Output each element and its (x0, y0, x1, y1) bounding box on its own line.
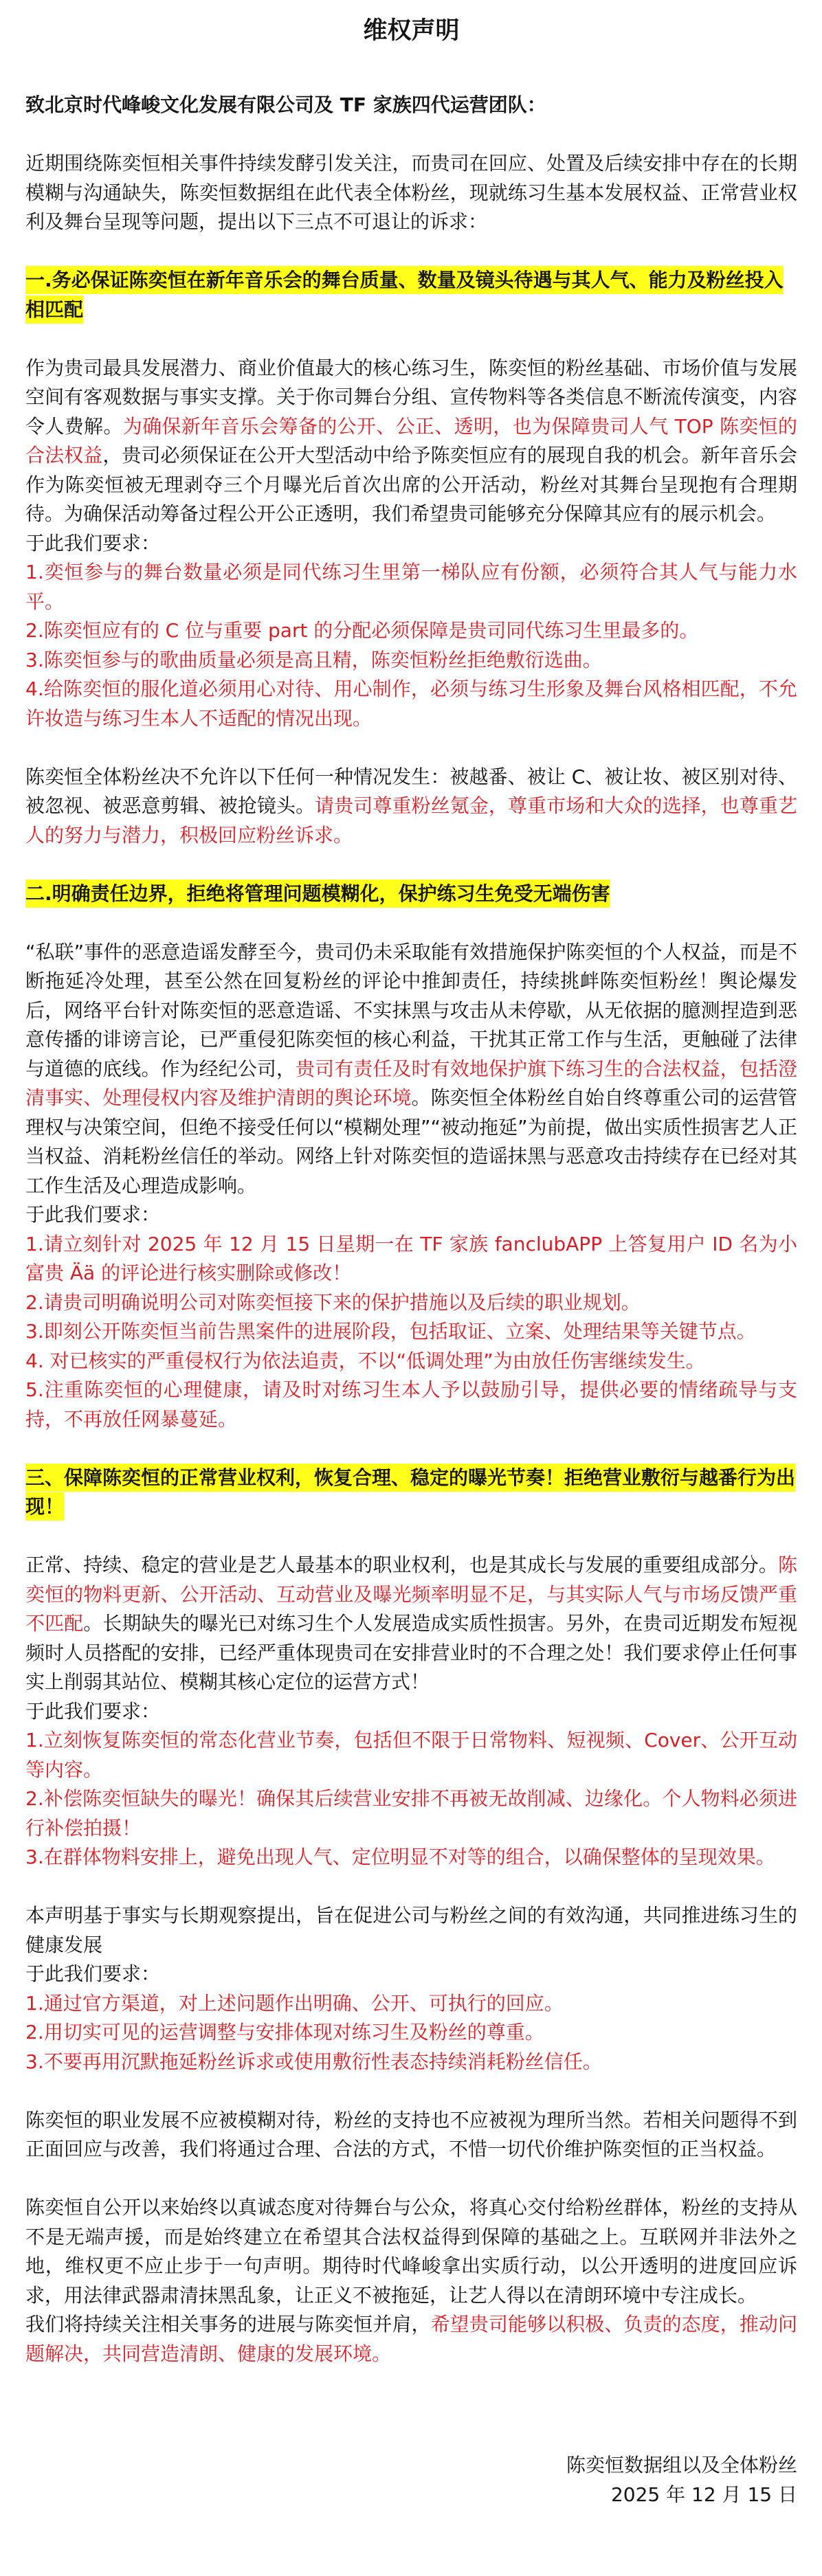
body-text: 本声明基于事实与长期观察提出，旨在促进公司与粉丝之间的有效沟通，共同推进练习生的健康发展 (25, 1904, 797, 1956)
paragraph (25, 354, 797, 529)
demand-item: 1.立刻恢复陈奕恒的常态化营业节奏，包括但不限于日常物料、短视频、Cover、公开互动等内容。 (25, 1729, 797, 1781)
emphasis-text: 陈奕恒的物料更新、公开活动、互动营业及曝光频率明显不足，与其实际人气与市场反馈严重不匹配 (25, 1554, 797, 1635)
demand-item: 3.不要再用沉默拖延粉丝诉求或使用敷衍性表态持续消耗粉丝信任。 (25, 2050, 602, 2073)
paragraph (25, 2106, 797, 2164)
paragraph (25, 149, 797, 237)
paragraph (25, 938, 797, 1201)
demands-intro: 于此我们要求： (25, 1699, 161, 1723)
addressee-line: 致北京时代峰峻文化发展有限公司及 TF 家族四代运营团队： (25, 93, 546, 116)
demand-list (25, 1989, 797, 2077)
emphasis-text: 为确保新年音乐会筹备的公开、公正、透明，也为保障贵司人气 TOP 陈奕恒的合法权益 (25, 414, 797, 467)
demand-list (25, 1230, 797, 1435)
demand-item: 1.请立刻针对 2025 年 12 月 15 日星期一在 TF 家族 fanclubAPP 上答复用户 ID 名为小富贵 Ää 的评论进行核实删除或修改！ (25, 1232, 797, 1284)
demand-item: 4. 对已核实的严重侵权行为依法追责，不以“低调处理”为由放任伤害继续发生。 (25, 1349, 705, 1372)
demands-intro: 于此我们要求： (25, 1962, 161, 1985)
demand-item: 2.请贵司明确说明公司对陈奕恒接下来的保护措施以及后续的职业规划。 (25, 1290, 641, 1314)
highlighted-heading-text: 三、保障陈奕恒的正常营业权利，恢复合理、稳定的曝光节奏！拒绝营业敷衍与越番行为出现！ (25, 1464, 795, 1521)
demands-intro: 于此我们要求： (25, 1203, 161, 1226)
demands-intro: 于此我们要求： (25, 531, 161, 555)
body-text: “私联”事件的恶意造谣发酵至今，贵司仍未采取能有效措施保护陈奕恒的个人权益，而是不断拖延冷处理，甚至公然在回复粉丝的评论中推卸责任，持续挑衅陈奕恒粉丝！舆论爆发后，网络平台针对陈奕恒的恶意造谣、不实抹黑与攻击从未停歇，从无依据的臆测捏造到恶意传播的诽谤言论，已严重侵犯陈奕恒的核心利益，干扰其正常工作与生活，更触碰了法律与道德的底线。作为经纪公司， (25, 940, 797, 1080)
section-heading (25, 266, 797, 324)
demand-item: 2.陈奕恒应有的 C 位与重要 part 的分配必须保障是贵司同代练习生里最多的。 (25, 619, 699, 642)
section-heading (25, 1464, 797, 1522)
demand-list (25, 558, 797, 733)
body-text: 。陈奕恒全体粉丝自始自终尊重公司的运营管理权与决策空间，但绝不接受任何以“模糊处理”“被动拖延”为前提，做出实质性损害艺人正当权益、消耗粉丝信任的举动。网络上针对陈奕恒的造谣抹黑与恶意攻击持续存在已经对其工作生活及心理造成影响。 (25, 1086, 797, 1197)
body-text: 陈奕恒自公开以来始终以真诚态度对待舞台与公众，将真心交付给粉丝群体，粉丝的支持从不是无端声援，而是始终建立在希望其合法权益得到保障的基础之上。互联网并非法外之地，维权更不应止步于一句声明。期待时代峰峻拿出实质行动，以公开透明的进度回应诉求，用法律武器肃清抹黑乱象，让正义不被拖延，让艺人得以在清朗环境中专注成长。 (25, 2196, 797, 2307)
section-heading (25, 880, 797, 909)
paragraph (25, 2193, 797, 2310)
demand-list (25, 1726, 797, 1872)
body-text: ，贵司必须保证在公开大型活动中给予陈奕恒应有的展现自我的机会。新年音乐会作为陈奕恒被无理剥夺三个月曝光后首次出席的公开活动，粉丝对其舞台呈现抱有合理期待。为确保活动筹备过程公开公正透明，我们希望贵司能够充分保障其应有的展示机会。 (25, 444, 797, 525)
body-text: 近期围绕陈奕恒相关事件持续发酵引发关注，而贵司在回应、处置及后续安排中存在的长期模糊与沟通缺失，陈奕恒数据组在此代表全体粉丝，现就练习生基本发展权益、正常营业权利及舞台呈现等问题，提出以下三点不可退让的诉求： (25, 152, 797, 233)
paragraph (25, 2310, 797, 2368)
paragraph (25, 1901, 797, 1960)
paragraph (25, 1551, 797, 1697)
signature-block (25, 2451, 797, 2509)
demand-item: 1.奕恒参与的舞台数量必须是同代练习生里第一梯队应有份额，必须符合其人气与能力水平。 (25, 561, 797, 613)
demand-item: 3.陈奕恒参与的歌曲质量必须是高且精，陈奕恒粉丝拒绝敷衍选曲。 (25, 648, 602, 671)
body-text: 作为贵司最具发展潜力、商业价值最大的核心练习生，陈奕恒的粉丝基础、市场价值与发展空间有客观数据与事实支撑。关于你司舞台分组、宣传物料等各类信息不断流传演变，内容令人费解。 (25, 356, 797, 438)
demand-item: 3.在群体物料安排上，避免出现人气、定位明显不对等的组合，以确保整体的呈现效果。 (25, 1846, 775, 1868)
signer-name: 陈奕恒数据组以及全体粉丝 (566, 2454, 797, 2476)
demand-item: 2.用切实可见的运营调整与安排体现对练习生及粉丝的尊重。 (25, 2021, 544, 2043)
demand-item: 3.即刻公开陈奕恒当前告黑案件的进展阶段，包括取证、立案、处理结果等关键节点。 (25, 1320, 756, 1343)
highlighted-heading-text: 一.务必保证陈奕恒在新年音乐会的舞台质量、数量及镜头待遇与其人气、能力及粉丝投入相匹配 (25, 266, 784, 324)
emphasis-text: 希望贵司能够以积极、负责的态度，推动问题解决，共同营造清朗、健康的发展环境。 (25, 2313, 797, 2365)
body-text: 。长期缺失的曝光已对练习生个人发展造成实质性损害。另外，在贵司近期发布短视频时人员搭配的安排，已经严重体现贵司在安排营业时的不合理之处！我们要求停止任何事实上削弱其站位、模糊其核心定位的运营方式！ (25, 1612, 797, 1693)
signature-date: 2025 年 12 月 15 日 (610, 2483, 797, 2506)
body-text: 我们将持续关注相关事务的进展与陈奕恒并肩， (25, 2313, 431, 2336)
page-title: 维权声明 (363, 17, 460, 45)
highlighted-heading-text: 二.明确责任边界，拒绝将管理问题模糊化，保护练习生免受无端伤害 (25, 880, 610, 908)
body-text: 正常、持续、稳定的营业是艺人最基本的职业权利，也是其成长与发展的重要组成部分。 (25, 1554, 778, 1576)
demand-item: 2.补偿陈奕恒缺失的曝光！确保其后续营业安排不再被无故削减、边缘化。个人物料必须进行补偿拍摄！ (25, 1787, 797, 1839)
paragraph (25, 763, 797, 851)
demand-item: 5.注重陈奕恒的心理健康，请及时对练习生本人予以鼓励引导，提供必要的情绪疏导与支持，不再放任网暴蔓延。 (25, 1378, 797, 1431)
demand-item: 4.给陈奕恒的服化道必须用心对待、用心制作，必须与练习生形象及舞台风格相匹配，不允许妆造与练习生本人不适配的情况出现。 (25, 677, 797, 730)
demand-item: 1.通过官方渠道，对上述问题作出明确、公开、可执行的回应。 (25, 1991, 564, 2015)
emphasis-text: 贵司有责任及时有效地保护旗下练习生的合法权益，包括澄清事实、处理侵权内容及维护清朗的舆论环境 (25, 1057, 797, 1109)
body-text: 陈奕恒全体粉丝决不允许以下任何一种情况发生：被越番、被让 C、被让妆、被区别对待、被忽视、被恶意剪辑、被抢镜头。 (25, 765, 797, 817)
emphasis-text: 请贵司尊重粉丝氪金，尊重市场和大众的选择，也尊重艺人的努力与潜力，积极回应粉丝诉求。 (25, 794, 797, 847)
body-text: 陈奕恒的职业发展不应被模糊对待，粉丝的支持也不应被视为理所当然。若相关问题得不到正面回应与改善，我们将通过合理、合法的方式，不惜一切代价维护陈奕恒的正当权益。 (25, 2108, 797, 2160)
